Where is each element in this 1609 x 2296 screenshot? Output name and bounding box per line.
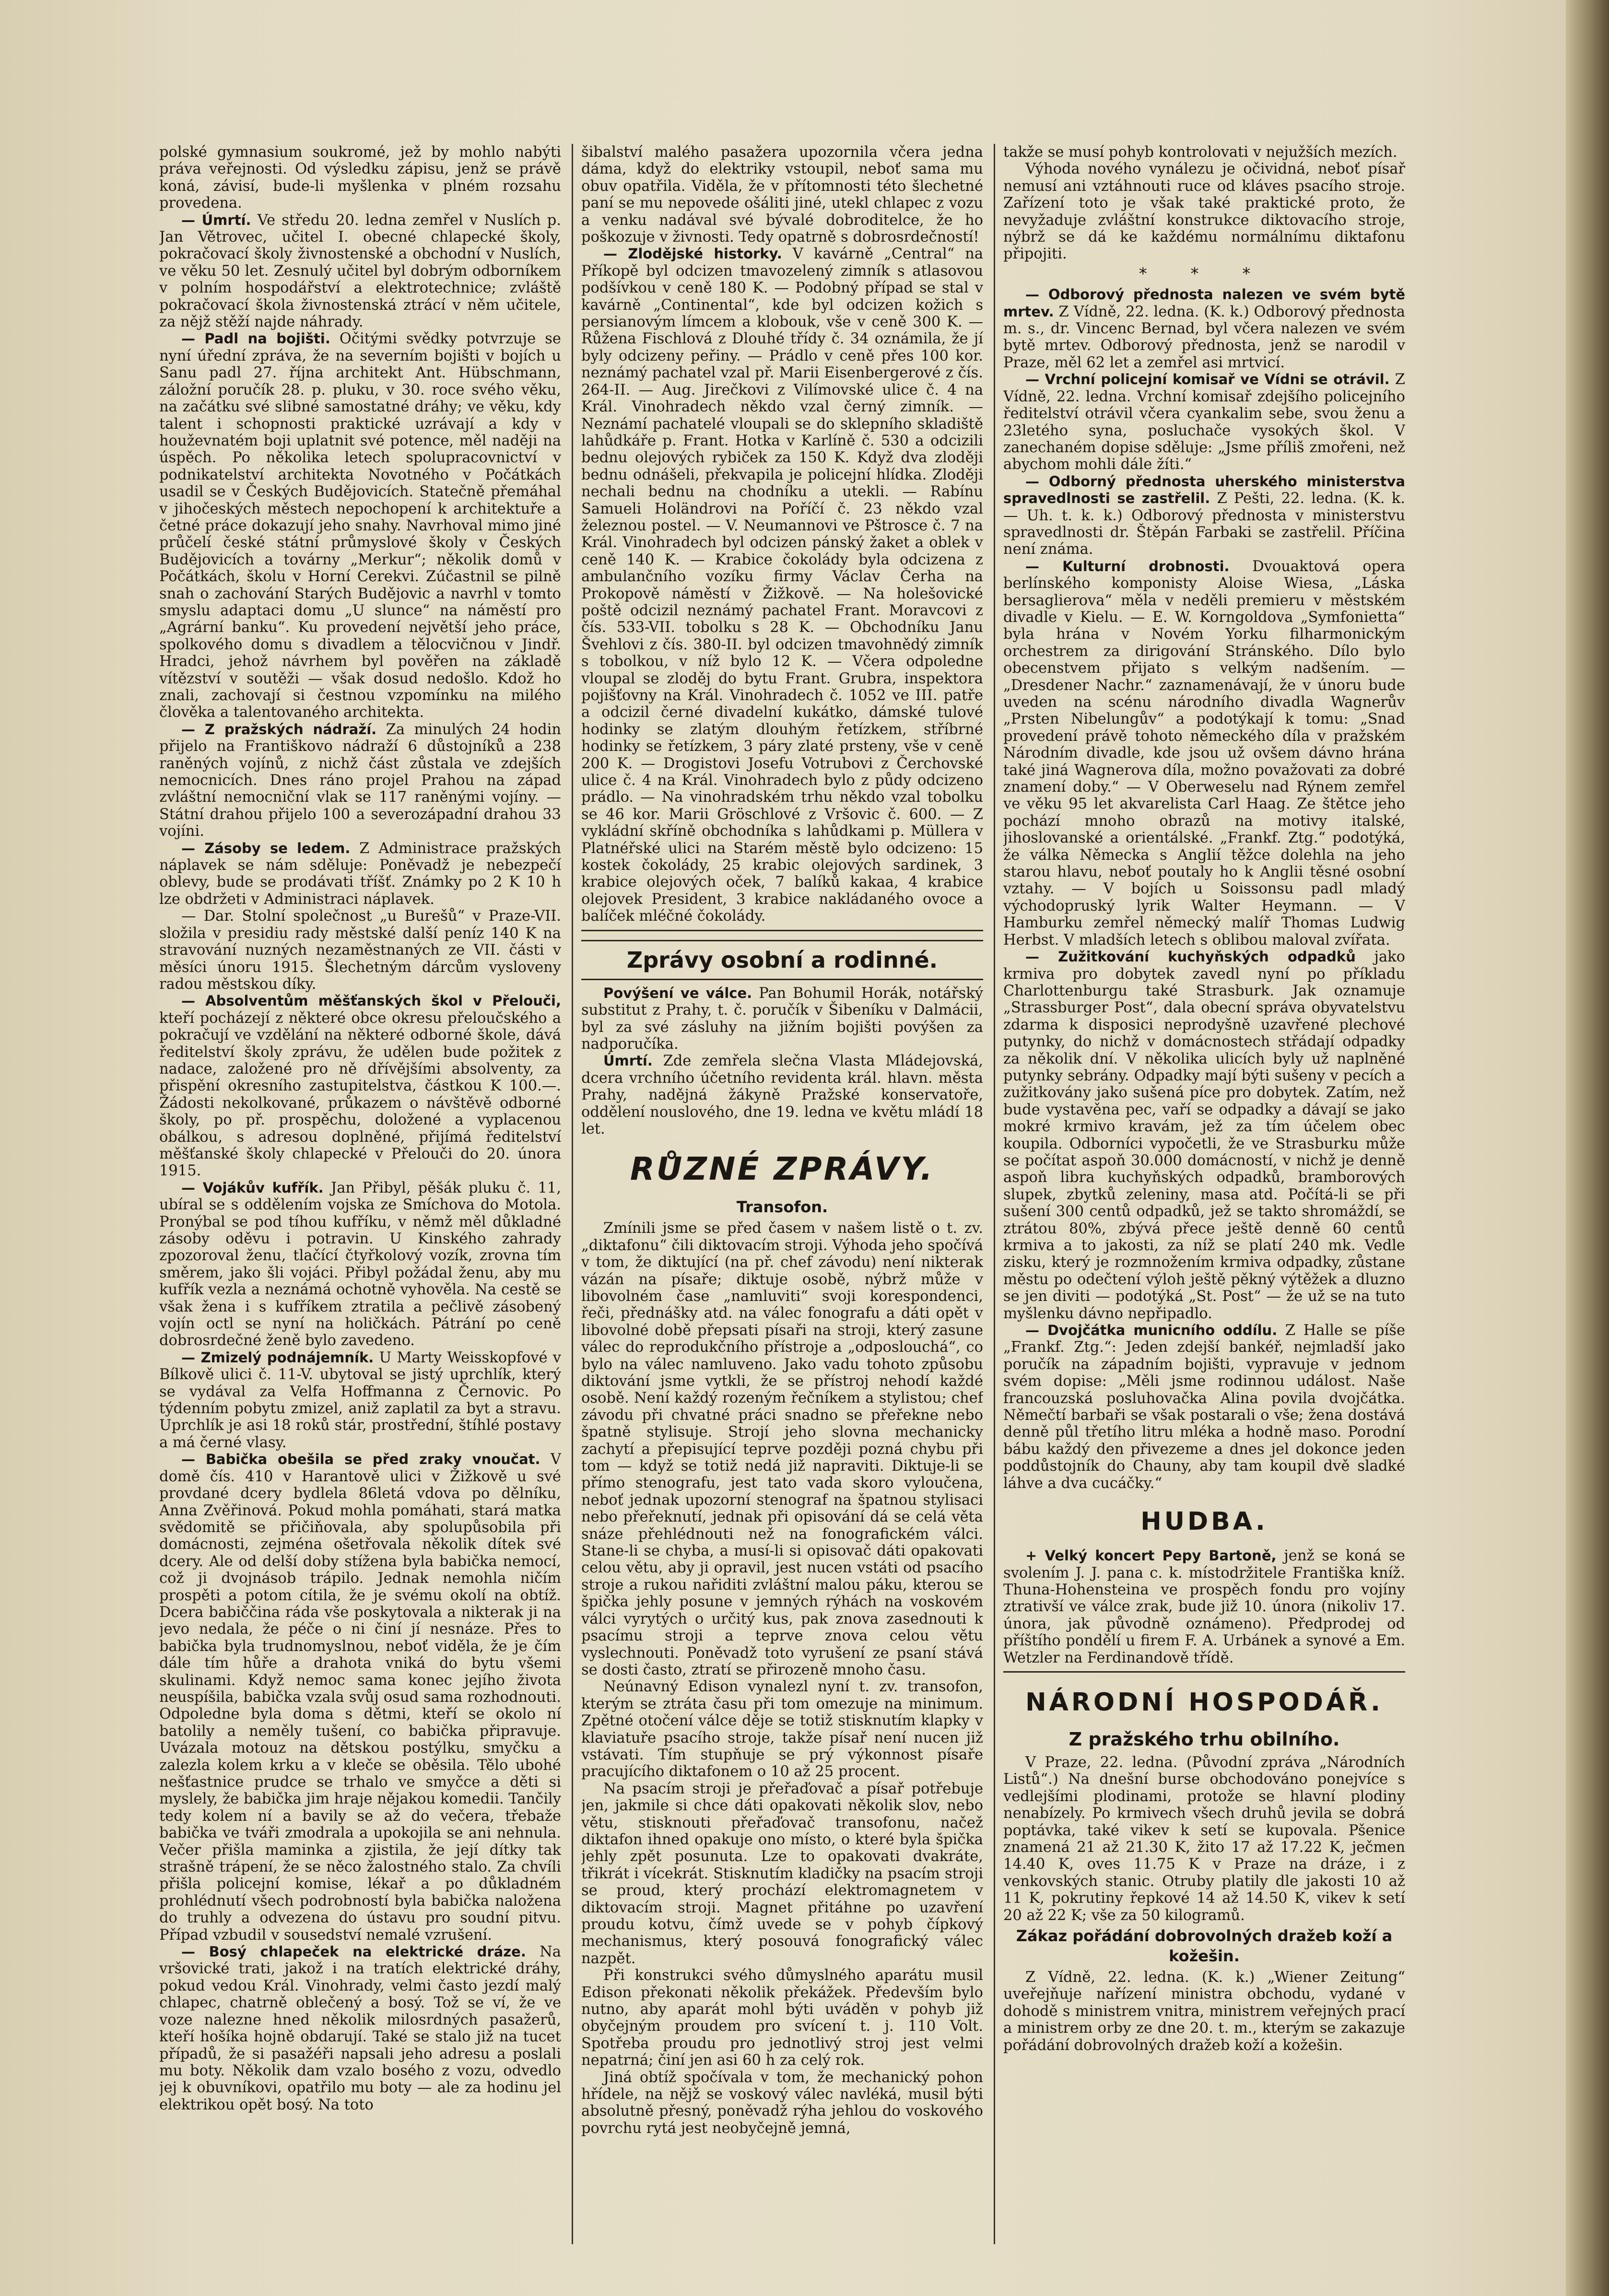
- article-text: Za minulých 24 hodin přijelo na Františkovo nádraží 6 důstojníků a 238 raněných vojínů, z nichž část zůstala ve zdejších nemocnicích. Dnes ráno projel Prahou na západ zvláštní nemocniční vlak se 117 raněnými vojíny. — Státní drahou přijelo 100 a severozápadní drahou 33 vojíni.: [159, 721, 561, 840]
- article-lead: — Zmizelý podnájemník.: [181, 1349, 374, 1366]
- section-heading-hospodar: NÁRODNÍ HOSPODÁŘ.: [1025, 1687, 1383, 1717]
- article-text: Z Pešti, 22. ledna. (K. k. — Uh. t. k. k.) Odborový přednosta v ministerstvu spravedlnosti dr. Štěpán Farbaki se zastřelil. Příčina není známa.: [1003, 490, 1405, 558]
- article-text: Z Vídně, 22. ledna. (K. k.) „Wiener Zeitung“ uveřejňuje nařízení ministra obchodu, vydané v dohodě s ministrem vnitra, ministrem veřejných prací a ministrem orby ze dne 20. t. m., kterým se zakazuje pořádání dobrovolných dražeb koží a kožešin.: [1003, 1969, 1405, 2054]
- article-lead: Úmrtí.: [603, 1053, 653, 1069]
- column-2-bottom-articles: [581, 1220, 983, 2137]
- column-1: [159, 144, 561, 2244]
- star-separator: * * *: [1139, 264, 1270, 283]
- article-lead: — Odborný přednosta uherského ministerstva spravedlnosti se zastřelil.: [1003, 473, 1405, 507]
- article-text: Ve středu 20. ledna zemřel v Nuslích p. Jan Větrovec, učitel I. obecné chlapecké školy, pokračovací školy živnostenské a obchodní v Nuslích, ve věku 50 let. Zesnulý učitel byl dobrým odborníkem v polním hospodářství a elektrotechnice; zvláště pokračovací škola živnostenská ztrácí v něm učitele, za nějž stěží najde náhrady.: [159, 211, 561, 331]
- section-heading-osobni: Zprávy osobní a rodinné.: [581, 940, 983, 980]
- article-lead: — Babička obešila se před zraky vnoučat.: [181, 1451, 540, 1468]
- article-text: Očitými svědky potvrzuje se nyní úřední zpráva, že na severním bojišti v bojích u Sanu padl 27. října architekt Ant. Hübschmann, záložní poručík 28. p. pluku, v 30. roce svého věku, na začátku své slibné samostatné dráhy; ve věku, kdy talent i schopnosti praktické uzrávají a kdy v houževnatém boji uplatnit své potence, měl naději na úspěch. Po několika letech spolupracovnictví v podnikatelství architekta Novotného v Počátkách usadil se v Českých Budějovicích. Statečně přemáhal v jihočeských městech nepochopení k architektuře a četné práce dokazují jeho snahy. Navrhoval mimo jiné průčelí české státní průmyslové školy v Českých Budějovicích a továrny „Merkur“; několik domů v Počátkách, školu v Horní Cerekvi. Zúčastnil se pilně snah o zachování Starých Budějovic a navrhl v tomto smyslu adaptaci domu „U slunce“ na náměstí pro „Agrární banku“. Ku provedení největší jeho práce, spolkového domu s divadlem a tělocvičnou v Jindř. Hradci, jehož návrhem byl pověřen na základě vítězství v soutěži — však dosud nedošlo. Kdož ho znali, zachovají si čestnou vzpomínku na milého člověka a talentovaného architekta.: [159, 330, 561, 721]
- article-paragraph: [159, 993, 561, 1179]
- article-text: Z Vídně, 22. ledna. (K. k.) Odborový přednosta m. s., dr. Vincenc Bernad, byl včera nalezen ve svém bytě mrtev. Odborový přednosta, jenž se narodil v Praze, měl 62 let a zemřel asi mrtvicí.: [1003, 303, 1405, 371]
- article-paragraph: [1003, 949, 1405, 1322]
- article-text: Dvouaktová opera berlínského komponisty Aloise Wiesa, „Láska bersaglierova“ měla v neděli premieru v městském divadle v Kielu. — E. W. Korngoldova „Symfonietta“ byla hrána v Novém Yorku filharmonickým orchestrem za dirigování Stránského. Dílo bylo obecenstvem přijato s velkým nadšením. — „Dresdener Nachr.“ zaznamenávají, že v únoru bude uveden na scénu národního divadla Wagnerův „Prsten Nibelungův“ a podotýkají k tomu: „Snad provedení právě tohoto německého díla v pražském Národním divadle, kde jsou už ovšem dávno hrána také jiná Wagnerova díla, možno považovati za dobré znamení doby.“ — V Oberweselu nad Rýnem zemřel ve věku 95 let akvarelista Carl Haag. Ze štětce jeho pochází mnoho obrazů na motivy italské, jihoslovanské a orientálské. „Frankf. Ztg.“ podotýká, že válka Německa s Anglií těžce dolehla na jeho starou hlavu, neboť poutaly ho k Anglii těsné osobní vztahy. — V bojích u Soissonsu padl mladý východopruský lyrik Walter Heymann. — V Hamburku zemřel německý malíř Thomas Ludwig Herbst. V mladších letech s oblibou maloval zvířata.: [1003, 558, 1405, 949]
- column-3-hudba-articles: [1003, 1547, 1405, 1666]
- article-lead: — Zásoby se ledem.: [181, 840, 351, 856]
- article-text: šibalství malého pasažera upozornila včera jedna dáma, když do elektriky vstoupil, neboť sama mu obuv opatřila. Viděla, že v přítomnosti této šlechetné paní se mu nepovede ošáliti jiné, utekl chlapec z vozu a venku nadával své bývalé dobroditelce, že ho poškozuje v živnosti. Tedy opatrně s dobrosrdečností!: [581, 144, 983, 246]
- article-lead: — Dvojčátka municního oddílu.: [1025, 1322, 1278, 1339]
- article-paragraph: [1003, 558, 1405, 949]
- article-text: Z Halle se píše „Frankf. Ztg.“: Jeden zdejší bankéř, nejmladší jako poručík na západním bojišti, vypravuje v jednom svém dopise: „Měli jsme rodinnou událost. Naše francouzská posluhovačka Alina povila dvojčátka. Němečtí barbaři se však postarali o vše; žena dostává denně půl třetího litru mléka a hodně maso. Porodní bábu každý den přivezeme a dnes jel dokonce jeden poddůstojník do Chauny, aby tam koupil dvě sladké láhve a dva cucáčky.“: [1003, 1322, 1405, 1492]
- article-text: Neúnavný Edison vynalezl nyní t. zv. transofon, kterým se ztráta času při tom omezuje na minimum. Zpětné otočení válce děje se totiž stisknutím klapky v klaviatuře psacího stroje, takže písař není nucen již vstávati. Tím stupňuje se prý výkonnost písaře pracujícího diktafonem o 10 až 25 procent.: [581, 1678, 983, 1781]
- article-lead: — Odborový přednosta nalezen ve svém bytě mrtev.: [1003, 286, 1405, 320]
- article-text: Zmínili jsme se před časem v našem listě o t. zv. „diktafonu“ čili diktovacím stroji. Výhoda jeho spočívá v tom, že diktující (na př. chef závodu) není nikterak vázán na písaře; diktuje osobě, nýbrž může v libovolném čase „namluviti“ svoji korespondenci, řeči, přednášky atd. na válec fonografu a dáti opět v libovolné době přepsati písaři na stroji, který zasune válec do reprodukčního přístroje a „odposlouchá“, co bylo na válec namluveno. Jako vadu tohoto způsobu diktování jsme vytkli, že se přístroj nehodí každé osobě. Není každý rozeným řečníkem a stylistou; chef závodu při chvatné práci snadno se přeřekne nebo špatně stylisuje. Strojí jeho slovna mechanicky zachytí a přepisující teprve později pozná chybu při tom — když se totiž nedá již napraviti. Diktuje-li se přímo stenografu, jest tato vada skoro vyloučena, neboť jednak upozorní stenograf na špatnou stylisaci nebo přeřeknutí, jednak při opisování dá se celá věta snáze přehlédnouti než na fonografickém válci. Stane-li se chyba, a musí-li si opisovač dáti opakovati celou větu, aby ji opravil, jest nucen vstáti od psacího stroje a rukou nařiditi zvláštní malou páku, kterou se špička jehly posune v jemných rýhách na voskovém válci vyrytých o určitý kus, pak znova zasednouti k psacímu stroji a teprve znova celou větu vyslechnouti. Poněvadž toto vyrušení ze psaní stává se dosti často, ztratí se přirozeně mnoho času.: [581, 1220, 983, 1678]
- article-paragraph: [1003, 1547, 1405, 1666]
- article-paragraph: [1003, 1969, 1405, 2054]
- page-spine-edge: [1566, 0, 1609, 2296]
- article-text: Z Vídně, 22. ledna. Vrchní komisař zdejšího policejního ředitelství otrávil včera cyankalim sebe, svou ženu a 23letého syna, posluchače vysokých škol. V zanechaném dopise sděluje: „Jsme příliš zmořeni, než abychom mohli dále žíti.“: [1003, 371, 1405, 473]
- column-3: [1003, 144, 1405, 2244]
- article-text: kteří pocházejí z některé obce okresu přeloučského a pokračují ve vzdělání na některé odborné škole, dává ředitelství školy zprávu, že udělen bude požitek z nadace, založené pro ně dřívějšími absolventy, za přispění okresního zastupitelstva, částkou K 100.—. Žádosti nekolkované, průkazem o návštěvě odborné školy, po př. prospěchu, doložené a vyplacenou obálkou, s adresou doplněné, přijímá ředitelství měšťanské školy chlapecké v Přelouči do 20. února 1915.: [159, 1009, 561, 1180]
- article-paragraph: [1003, 1754, 1405, 1924]
- article-text: Při konstrukci svého důmyslného aparátu musil Edison překonati několik překážek. Především bylo nutno, aby aparát mohl býti uváděn v pohyb již obyčejným proudem pro svícení t. j. 110 Volt. Spotřeba proudu pro jednotlivý stroj jest velmi nepatrná; činí jen asi 60 h za celý rok.: [581, 1967, 983, 2069]
- article-text: Výhoda nového vynálezu je očividná, neboť písař nemusí ani vztáhnouti ruce od kláves psacího stroje. Zařízení toto je však také praktické proto, že nevyžaduje zvláštní konstrukce diktovacího stroje, nýbrž se dá ke každému normálnímu diktafonu připojiti.: [1003, 161, 1405, 263]
- article-text: Na vršovické trati, jakož i na tratích elektrické dráhy, pokud vedou Král. Vinohrady, velmi často jezdí malý chlapec, chatrně oblečený a bosý. Tož se ví, že ve voze nalezne hned několik milosrdných pasažerů, kteří hošíka hojně obdarují. Také se stalo již na tucet případů, že si pasažéři napsali jeho adresu a poslali mu boty. Několik dam vzalo bosého z vozu, odvedlo jej k obuvníkovi, opatřilo mu boty — ale za hodinu jel elektrikou opět bosý. Na toto: [159, 1944, 561, 2113]
- article-paragraph: [581, 144, 983, 246]
- article-lead: Povýšení ve válce.: [603, 984, 752, 1001]
- article-lead: — Vrchní policejní komisař ve Vídni se otrávil.: [1025, 371, 1390, 388]
- article-paragraph: [1003, 371, 1405, 473]
- article-paragraph: [1003, 144, 1405, 161]
- section-heading-ruzne: RŮZNÉ ZPRÁVY.: [630, 1150, 935, 1188]
- section-divider: [581, 930, 983, 931]
- article-paragraph: [581, 1967, 983, 2069]
- article-paragraph: [159, 144, 561, 212]
- article-paragraph: [1003, 1322, 1405, 1492]
- article-paragraph: [159, 908, 561, 993]
- column-3-top-articles: [1003, 144, 1405, 263]
- column-3-mid-articles: [1003, 286, 1405, 1492]
- column-3-drazby-articles: [1003, 1969, 1405, 2054]
- article-paragraph: [159, 840, 561, 908]
- article-paragraph: [159, 1944, 561, 2113]
- article-paragraph: [159, 330, 561, 721]
- article-text: V kavárně „Central“ na Příkopě byl odcizen tmavozelený zimník s atlasovou podšívkou v ceně 180 K. — Podobný případ se stal v kavárně „Continental“, kde byl odcizen kožich s persianovým límcem a klobouk, vše v ceně 300 K. — Růžena Fischlová z Dlouhé třídy č. 34 oznámila, že jí byly odcizeny peřiny. — Prádlo v ceně přes 100 kor. neznámý pachatel vzal př. Marii Eisenbergerové z čís. 264-II. — Aug. Jirečkovi z Vilímovské ulice č. 4 na Král. Vinohradech někdo vzal černý zimník. — Neznámí pachatelé vloupali se do sklepního skladiště lahůdkáře p. Frant. Hotka v Karlíně č. 530 a odcizili bednu olejových rybiček za 150 K. Když dva zloději bednu odnášeli, překvapila je policejní hlídka. Zloději nechali bednu na chodníku a utekli. — Rabínu Samueli Holändrovi na Poříčí č. 23 někdo vzal železnou postel. — V. Neumannovi ve Pštrosce č. 7 na Král. Vinohradech byl odcizen pánský žaket a oblek v ceně 140 K. — Krabice čokolády byla odcizena z ambulančního vozíku firmy Václav Čerha na Prokopově náměstí v Žižkově. — Na holešovické poště odcizil neznámý pachatel Frant. Moravcovi z čís. 533-VII. tobolku s 28 K. — Obchodníku Janu Švehlovi z čís. 380-II. byl odcizen tmavohnědý zimník s tobolkou, v níž bylo 12 K. — Včera odpoledne vloupal se zloděj do bytu Frant. Grubra, inspektora pojišťovny na Král. Vinohradech č. 1052 ve III. patře a odcizil černé divadelní kukátko, dámské tulové hodinky se zlatým dlouhým řetízkem, stříbrné hodinky se řetízkem, 3 páry zlaté prsteny, vše v ceně 200 K. — Drogistovi Josefu Votrubovi z Čerchovské ulice č. 4 na Král. Vinohradech bylo z půdy odcizeno prádlo. — Na vinohradském trhu někdo vzal tobolku se 46 kor. Marii Gröschlové z Vršovic č. 600. — Z vykládní skříně obchodníka s lahůdkami p. Müllera v Platnéřské ulici na Starém městě bylo odcizeno: 15 kostek čokolády, 25 krabic olejových sardinek, 3 krabice olejových oček, 7 balíků kakaa, 4 krabice olejovek President, 3 krabice nakládaného ovoce a balíček mléčné čokolády.: [581, 246, 983, 925]
- article-text: Na psacím stroji je přeřaďovač a písař potřebuje jen, jakmile si chce dáti opakovati několik slov, nebo větu, stisknouti přeřaďovač transofonu, načež diktafon ihned opakuje ono místo, o které byla špička jehly zpět posunuta. Lze to opakovati dvakráte, třikrát i vícekrát. Stisknutím kladičky na psacím stroji se proud, který prochází elektromagnetem v diktovacím stroji. Magnet přitáhne po uzavření proudu kotvu, čímž uvede se v pohyb čípkový mechanismus, který posouvá fonografický válec nazpět.: [581, 1780, 983, 1967]
- column-3-trh-articles: [1003, 1754, 1405, 1924]
- article-paragraph: [581, 1220, 983, 1678]
- article-paragraph: [159, 1180, 561, 1349]
- article-text: jako krmiva pro dobytek zavedl nyní po příkladu Charlottenburgu také Strasburk. Jak oznamuje „Strassburger Post“, dala obecní správa obyvatelstvu zdarma k disposici neprodyšně uzavřené plechové putynky, do nichž v domácnostech střádají odpadky za několik dní. V několika ulicích byly už naplněné putynky sebrány. Odpadky mají býti sušeny v pecích a zužitkovány jako sušená píce pro dobytek. Zatím, než bude vystavěna pec, vaří se odpadky a dávají se jako mokré krmivo kravám, jež za tím účelem obec koupila. Odborníci vypočetli, že ve Strasburku může se počítat aspoň 30.000 domácností, v nichž je denně aspoň libra kuchyňských odpadků, bramborových slupek, zbytků zeleniny, masa atd. Počítá-li se při sušení 300 centů odpadků, jež se takto shromáždí, se ztrátou 80%, zbývá přece ještě denně 60 centů krmiva a to jakosti, za níž se platí 240 mk. Vedle zisku, který je rozmnožením krmiva odpadky, zůstane městu po odečtení výloh ještě pěkný výtěžek a dluzno se jen diviti — podotýká „St. Post“ — že už se na tuto myšlenku dávno nepřipadlo.: [1003, 949, 1405, 1322]
- section-heading-hudba: HUDBA.: [1140, 1507, 1268, 1536]
- article-paragraph: [159, 1451, 561, 1944]
- article-text: Zde zemřela slečna Vlasta Mládejovská, dcera vrchního účetního revidenta král. hlavn. města Prahy, nadějná žákyně Pražské konservatoře, oddělení nouslového, dne 19. ledna ve květu mládí 18 let.: [581, 1053, 983, 1137]
- article-text: — Dar. Stolní společnost „u Burešů“ v Praze-VII. složila v presidiu rady městské další peníz 140 K na stravování nuzných nezaměstnaných ze VII. části v měsíci únoru 1915. Šlechetným dárcům vysloveny radou městskou díky.: [159, 908, 561, 993]
- article-text: Jan Přibyl, pěšák pluku č. 11, ubíral se s oddělením vojska ze Smíchova do Motola. Pronýbal se pod tíhou kufříku, v němž měl důkladné zásoby oděvu i potravin. U Kinského zahrady zpozoroval ženu, tlačící čtyřkolový vozík, zrovna tím směrem, jako šli vojáci. Přibyl požádal ženu, aby mu kufřík vezla a neznámá ochotně vyhověla. Na cestě se však žena i s kufříkem ztratila a pečlivě zásobený vojín octl se nyní na holičkách. Pátrání po ceně dobrosrdečné ženě bylo zavedeno.: [159, 1179, 561, 1349]
- section-divider: [1003, 1671, 1405, 1673]
- column-1-articles: [159, 144, 561, 2113]
- article-text: polské gymnasium soukromé, jež by mohlo nabýti práva veřejnosti. Od výsledku zápisu, jenž se právě koná, závisí, bude-li myšlenka v plném rozsahu provedena.: [159, 144, 561, 212]
- article-text: takže se musí pohyb kontrolovati v nejužších mezích.: [1003, 144, 1398, 161]
- article-paragraph: [581, 246, 983, 925]
- subheading-drazby: Zákaz pořádání dobrovolných dražeb koží a kožešin.: [1016, 1927, 1393, 1965]
- column-2-osobni-articles: [581, 985, 983, 1138]
- article-paragraph: [159, 1349, 561, 1451]
- article-paragraph: [1003, 286, 1405, 371]
- article-lead: — Zužitkování kuchyňských odpadků: [1025, 949, 1356, 965]
- article-text: Z Administrace pražských náplavek se nám sděluje: Poněvadž je nebezpečí oblevy, bude se prodávati tříšť. Známky po 2 K 10 h lze obdržeti v Administraci náplavek.: [159, 840, 561, 908]
- article-text: V domě čís. 410 v Harantově ulici v Žižkově u své provdané dcery bydlela 86letá vdova po dělníku, Anna Zvěřinová. Pokud mohla pomáhati, stará matka svědomitě se přičiňovala, aby spolupůsobila při domácnosti, zejména ošetřovala několik dítek své dcery. Ale od delší doby stížena byla babička nemocí, což ji dvojnásob trápilo. Jednak nemohla ničím prospěti a potom cítila, že je svému okolí na obtíž. Dcera babiččina ráda vše poskytovala a nikterak ji na jevo nedala, že péče o ni činí jí nesnáze. Přes to babička byla trudnomyslnou, neboť viděla, že je čím dále tím hůře a drahota vniká do bytu všemi skulinami. Když nemoc sama konec jejího života neuspíšila, babička vzala svůj osud sama rozhodnouti. Odpoledne byla doma s dětmi, kteří se okolo ní batolily a neměly tušení, co babička připravuje. Uvázala motouz na dětskou postýlku, smyčku a zalezla kolem krku a v kleče se oběsila. Tělo ubohé nešťastnice prudce se trhalo ve smyčce a děti si myslely, že babička jim hraje nějakou komedii. Tančily tedy kolem ní a bavily se až do večera, třebaže babička ve tváři zmodrala a upokojila se ani nehnula. Večer přišla maminka a zjistila, že její dítky tak strašně trápení, že se něco žalostného stalo. Za chvíli přišla policejní komise, lékař a po důkladném prohlédnutí všech podrobností byla babička naložena do truhly a odvezena do ústavu pro soudní pitvu. Případ vzbudil v sousedství nemalé vzrušení.: [159, 1451, 561, 1944]
- article-lead: — Bosý chlapeček na elektrické dráze.: [181, 1944, 526, 1960]
- article-paragraph: [159, 212, 561, 331]
- article-paragraph: [581, 1678, 983, 1780]
- article-paragraph: [1003, 473, 1405, 558]
- article-lead: — Vojákův kufřík.: [181, 1179, 324, 1196]
- column-2-top-articles: [581, 144, 983, 925]
- article-text: Jiná obtíž spočívala v tom, že mechanický pohon hřídele, na nějž se voskový válec navléká, musil býti absolutně přesný, poněvadž rýha jehlou do voskového povrchu rytá jest neobyčejně jemná,: [581, 2069, 983, 2137]
- subheading-transofon: Transofon.: [736, 1198, 828, 1217]
- article-text: jenž se koná se svolením J. J. pana c. k. místodržitele Františka kníž. Thuna-Hohensteina ve prospěch fondu pro vojíny ztrativší ve válce zrak, bude již 10. února (nikoliv 17. února, jak původně oznámeno). Předprodej od příštího pondělí u firem F. A. Urbánek a synové a Em. Wetzler na Ferdinandově třídě.: [1003, 1547, 1405, 1666]
- article-lead: — Kulturní drobnosti.: [1025, 558, 1230, 574]
- column-rule: [994, 144, 995, 2244]
- article-paragraph: [1003, 161, 1405, 262]
- column-2: [581, 144, 983, 2244]
- subheading-trh: Z pražského trhu obilního.: [1069, 1728, 1340, 1750]
- article-text: U Marty Weisskopfové v Bílkově ulici č. 11-V. ubytoval se jistý uprchlík, který se vydával za Velfa Hoffmanna z Černovic. Po týdenním pobytu zmizel, aniž zaplatil za byt a stravu. Uprchlík je asi 18 roků stár, prostřední, štíhlé postavy a má černé vlasy.: [159, 1349, 561, 1451]
- article-paragraph: [581, 2069, 983, 2137]
- article-text: Pan Bohumil Horák, notářský substitut z Prahy, t. č. poručík v Šibeníku v Dalmácii, byl za své zásluhy na jižním bojišti povýšen za nadporučíka.: [581, 984, 983, 1053]
- article-paragraph: [581, 1781, 983, 1967]
- column-rule: [572, 144, 573, 2244]
- article-paragraph: [581, 985, 983, 1053]
- article-paragraph: [581, 1053, 983, 1137]
- article-text: V Praze, 22. ledna. (Původní zpráva „Národních Listů“.) Na dnešní burse obchodováno ponejvíce s vedlejšími plodinami, protože se hlavní plodiny nenabízely. Po krmivech všech druhů jevila se dobrá poptávka, také vikev k setí se kupovala. Pšenice znamená 21 až 21.30 K, žito 17 až 17.22 K, ječmen 14.40 K, oves 11.75 K v Praze na dráze, i z venkovských stanic. Otruby platily dle jakosti 10 až 11 K, pokrutiny řepkové 14 až 14.50 K, vikev k setí 20 až 22 K; vše za 50 kilogramů.: [1003, 1754, 1405, 1924]
- article-lead: — Absolventům měšťanských škol v Přelouči,: [181, 993, 561, 1009]
- article-lead: + Velký koncert Pepy Bartoně,: [1025, 1547, 1277, 1564]
- article-lead: — Úmrtí.: [181, 211, 251, 228]
- article-lead: — Zlodějské historky.: [603, 246, 782, 262]
- article-paragraph: [159, 721, 561, 840]
- article-lead: — Z pražských nádraží.: [181, 721, 377, 738]
- article-lead: — Padl na bojišti.: [181, 330, 330, 347]
